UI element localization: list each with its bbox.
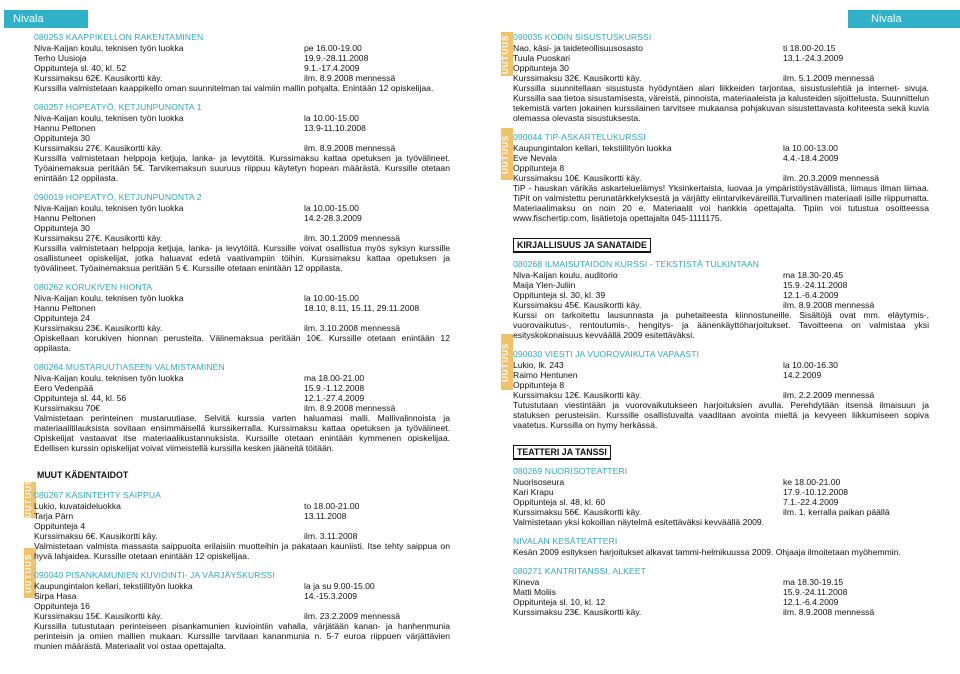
course-info-left: Kurssimaksu 23€. Kausikortti käy. xyxy=(34,323,163,333)
course-description: Valmistetaan perinteinen mustaruutiase. Selvitä kurssia varten haluamasi malli. Mallivalinnoista ja materiaalitilauksista sovitaan ensimmäisellä kurssikerralla. Kurssimaksu kattaa opetuksen ja työvälineet. Opiskelijat vastaavat itse materiaalikustannuksista. Kurssille otetaan enintään kymmenen opiskelijaa. Edellisen kurssin opiskelijat voivat viimeistellä kurssilla kesken jääneitä töitään. xyxy=(34,413,450,453)
course-info-row xyxy=(513,143,929,153)
course-description: Kurssilla valmistetaan helppoja ketjuja, lanka- ja levytöitä. Kurssille voivat osallistua myös syksyn kurssille osallistuneet opiskelijat, jotka haluavat edetä vaativampiin töihin. Kurssimaksu kattaa opetuksen ja työvälineet. Työainemaksua peritään 5 €. Kurssille otetaan enintään 12 oppilasta. xyxy=(34,243,450,273)
course-title: 080264 MUSTARUUTIASEEN VALMISTAMINEN xyxy=(34,362,225,372)
course-info-left: Kaupungintalon kellari, tekstiilityön luokka xyxy=(513,143,672,153)
course-info-right xyxy=(304,133,450,143)
course-info-right xyxy=(304,601,450,611)
course-info-row xyxy=(34,203,450,213)
course-info-right: ilm. 8.9.2008 mennessä xyxy=(783,607,875,617)
course-title: 080269 NUORISOTEATTERI xyxy=(513,466,628,476)
course-info-row xyxy=(34,53,450,63)
course-info-right: 15.9.-24.11.2008 xyxy=(783,280,848,290)
new-badge: UUTUUS xyxy=(24,548,36,598)
course-info-row xyxy=(513,497,929,507)
course-info-left: Kurssimaksu 23€. Kausikortti käy. xyxy=(513,607,642,617)
course-entry xyxy=(513,32,929,123)
course-description: Valmistetaan yksi kokoillan näytelmä esitettäväksi kevväällä 2009. xyxy=(513,517,765,527)
course-title: 090044 TIP-ASKARTELUKURSSI xyxy=(513,132,646,142)
course-info-right: 12.1.-27.4.2009 xyxy=(304,393,365,403)
course-info-row xyxy=(513,597,929,607)
course-info-right: ilm. 3.10.2008 mennessä xyxy=(304,323,401,333)
course-info-row xyxy=(34,323,450,333)
course-info-row xyxy=(513,360,929,370)
course-info-left: Tuula Puoskari xyxy=(513,53,571,63)
course-info-row xyxy=(34,373,450,383)
course-entry xyxy=(34,570,450,651)
course-description: TiP - hauskan värikäs askarteluelämys! Yksinkertaista, luovaa ja ympäristöystävällistä, liimaus ilman liimaa. TiPit on valmistettu perunatärkkelyksestä ja värjätty elintarvikeväreillä.Turvallinen materiaali isille riippumatta. Materiaalimaksu on noin 20 e. Materiaalit voi hankkia opettajalta. Tipiin voi tutustua osoitteessa www.fischertip.com, lisätietoja opettajalta 045-1111175. xyxy=(513,183,929,223)
course-entry xyxy=(34,490,450,561)
course-info-right: ke 18.00-21.00 xyxy=(783,477,841,487)
course-info-row xyxy=(34,591,450,601)
course-info-row xyxy=(513,163,929,173)
course-description: Tutustutaan viestintään ja vuorovaikutukseen harjoituksien avulla. Perehdytään itsensä ilmaisuun ja statuksen perusteisiin. Kurssille osallistuvalta vaaditaan avointa mieltä ja kevyeen liikkumiseen sopiva vaatetus. Kurssilla on hymy herkässä. xyxy=(513,400,929,430)
course-title: 080267 KÄSINTEHTY SAIPPUA xyxy=(34,490,162,500)
course-info-left: Niva-Kaijan koulu, auditorio xyxy=(513,270,618,280)
course-entry xyxy=(34,282,450,353)
course-info-row xyxy=(513,63,929,73)
course-info-left: Kurssimaksu 12€. Kausikortti käy. xyxy=(513,390,642,400)
course-description: Kurssilla tutustutaan perinteiseen pisankamunien kuviointiin vahalla, värjätään kanan- ja hanhenmunia perinteisin ja omien mallien mukaan. Kurssille tarvitaan kananmunia n. 5-7 euroa riippuen värjättävien munien määrästä. Materiaalit voi ostaa opettajalta. xyxy=(34,621,450,651)
section-tab-right: Nivala xyxy=(848,10,960,28)
course-info-row xyxy=(34,143,450,153)
course-info-left: Kurssimaksu 27€. Kausikortti käy. xyxy=(34,143,163,153)
course-info-right: la 10.00-15.00 xyxy=(304,203,359,213)
course-info-right: 15.9.-24.11.2008 xyxy=(783,587,848,597)
course-info-row xyxy=(513,380,929,390)
course-info-right xyxy=(783,163,929,173)
course-info-right xyxy=(304,313,450,323)
course-info-right: 4.4.-18.4.2009 xyxy=(783,153,839,163)
course-info-left: Kaupungintalon kellari, tekstiilityön luokka xyxy=(34,581,193,591)
course-info-right: 13.1.-24.3.2009 xyxy=(783,53,844,63)
course-info-row xyxy=(513,300,929,310)
course-info-row xyxy=(34,233,450,243)
course-info-left: Raimo Hentunen xyxy=(513,370,578,380)
new-badge: UUTUUS xyxy=(501,32,513,76)
course-info-right: ilm. 8.9.2008 mennessä xyxy=(304,73,396,83)
course-info-right: 14.-15.3.2009 xyxy=(304,591,358,601)
course-title: 080257 HOPEATYÖ, KETJUNPUNONTA 1 xyxy=(34,102,202,112)
course-info-left: Oppitunteja sl. 44, kl. 56 xyxy=(34,393,127,403)
course-info-row xyxy=(513,390,929,400)
course-description: Kurssilla valmistetaan helppoja ketjuja, lanka- ja levytöitä. Kurssimaksu kattaa opetuksen ja työvälineet. Työainemaksua peritään 5€. Tarvikemaksun suuruus riippuu käytetyn hopean määrästä. Kurssille otetaan enintään 12 oppilasta. xyxy=(34,153,450,183)
course-info-left: Lukio, kuvataideluokka xyxy=(34,501,121,511)
course-info-left: Oppitunteja sl. 48, kl. 60 xyxy=(513,497,606,507)
course-info-row xyxy=(513,370,929,380)
section-heading: MUUT KÄDENTAIDOT xyxy=(37,470,129,480)
course-info-row xyxy=(34,403,450,413)
course-info-right: ilm. 23.2.2009 mennessä xyxy=(304,611,401,621)
course-info-left: Kari Krapu xyxy=(513,487,554,497)
course-info-row xyxy=(34,293,450,303)
course-info-row xyxy=(34,113,450,123)
course-info-right: ilm. 8.9.2008 mennessä xyxy=(783,300,875,310)
course-info-left: Oppitunteja 8 xyxy=(513,380,565,390)
course-title: 090030 VIESTI JA VUOROVAIKUTA VAPAASTI xyxy=(513,349,700,359)
course-info-row xyxy=(34,511,450,521)
course-info-left: Tarja Pärn xyxy=(34,511,74,521)
course-info-left: Oppitunteja 24 xyxy=(34,313,90,323)
course-description: Opiskellaan korukiven hionnan perusteita. Välinemaksua peritään 10€. Kurssille otetaan enintään 12 oppilasta. xyxy=(34,333,450,353)
course-info-left: Niva-Kaijan koulu, teknisen työn luokka xyxy=(34,113,184,123)
course-info-row xyxy=(513,290,929,300)
course-info-row xyxy=(513,173,929,183)
right-column xyxy=(513,32,929,626)
course-title: 080253 KAAPPIKELLON RAKENTAMINEN xyxy=(34,32,204,42)
course-info-left: Terho Uusioja xyxy=(34,53,87,63)
course-info-left: Kurssimaksu 56€. Kausikortti käy. xyxy=(513,507,642,517)
course-info-right: 7.1.-22.4.2009 xyxy=(783,497,839,507)
course-info-row xyxy=(34,123,450,133)
course-info-row xyxy=(513,607,929,617)
course-info-left: Hannu Peltonen xyxy=(34,123,96,133)
course-info-row xyxy=(34,383,450,393)
course-info-right xyxy=(304,521,450,531)
course-info-right: 15.9.-1.12.2008 xyxy=(304,383,365,393)
course-info-right: 14.2.2009 xyxy=(783,370,822,380)
course-entry xyxy=(34,192,450,273)
course-info-right xyxy=(304,223,450,233)
course-entry xyxy=(513,132,929,223)
course-info-row xyxy=(34,63,450,73)
course-title: 080268 ILMAISUTAIDON KURSSI - TEKSTISTÄ TULKINTAAN xyxy=(513,259,760,269)
course-info-left: Kurssimaksu 6€. Kausikortti käy. xyxy=(34,531,158,541)
course-info-left: Kurssimaksu 15€. Kausikortti käy. xyxy=(34,611,163,621)
course-info-left: Nuorisoseura xyxy=(513,477,565,487)
course-info-right: to 18.00-21.00 xyxy=(304,501,360,511)
course-info-row xyxy=(34,521,450,531)
course-info-right: la 10.00-16.30 xyxy=(783,360,838,370)
course-info-right: ilm. 5.1.2009 mennessä xyxy=(783,73,875,83)
course-info-row xyxy=(513,270,929,280)
course-info-left: Kurssimaksu 10€. Kausikortti käy. xyxy=(513,173,642,183)
course-info-row xyxy=(34,611,450,621)
course-entry xyxy=(513,566,929,617)
course-info-left: Sirpa Hasa xyxy=(34,591,77,601)
course-info-left: Oppitunteja 30 xyxy=(34,133,90,143)
course-info-left: Eve Nevala xyxy=(513,153,557,163)
course-info-right: ilm. 3.11.2008 xyxy=(304,531,358,541)
course-info-right: 9.1.-17.4.2009 xyxy=(304,63,360,73)
course-info-right: 17.9.-10.12.2008 xyxy=(783,487,848,497)
course-info-row xyxy=(34,73,450,83)
course-info-right: 19.9.-28.11.2008 xyxy=(304,53,369,63)
course-info-left: Hannu Peltonen xyxy=(34,303,96,313)
course-info-row xyxy=(513,73,929,83)
course-title: 090040 PISANKAMUNIEN KUVIOINTI- JA VÄRJÄYSKURSSI xyxy=(34,570,275,580)
course-info-row xyxy=(34,501,450,511)
course-info-row xyxy=(513,587,929,597)
course-entry xyxy=(513,259,929,340)
course-info-right: ilm. 2.2.2009 mennessä xyxy=(783,390,875,400)
course-info-left: Maija Ylen-Juliin xyxy=(513,280,576,290)
course-info-left: Kurssimaksu 62€. Kausikortti käy. xyxy=(34,73,163,83)
course-info-left: Lukio, lk. 243 xyxy=(513,360,564,370)
course-info-left: Niva-Kaijan koulu, teknisen työn luokka xyxy=(34,203,184,213)
course-title: 080271 KANTRITANSSI, ALKEET xyxy=(513,566,646,576)
section-heading: TEATTERI JA TANSSI xyxy=(513,445,611,460)
course-info-row xyxy=(513,280,929,290)
course-info-row xyxy=(513,153,929,163)
new-badge: UUTUUS xyxy=(501,128,513,180)
course-description: Kurssilla suunnitellaan sisustusta hyödyntäen alan liikkeiden tarjontaa, sisustuslehtiä ja internet- sivuja. Kurssilla saa tietoa sisustamisesta, väreistä, pinnoista, materiaaleista ja kalusteiden sijoittelusta. Suunnittelun tekemistä varten jokainen kurssilainen tarvitsee mukaansa pohjakuvan sisustettavasta kohteesta sekä kuvia olemassa olevasta sisustuksesta. xyxy=(513,83,929,123)
course-info-row xyxy=(513,477,929,487)
course-info-right: ma 18.30-19.15 xyxy=(783,577,844,587)
course-info-row xyxy=(34,303,450,313)
course-info-row xyxy=(513,43,929,53)
course-title: 080262 KORUKIVEN HIONTA xyxy=(34,282,153,292)
course-info-left: Kineva xyxy=(513,577,540,587)
course-entry xyxy=(513,466,929,527)
course-title: NIVALAN KESÄTEATTERI xyxy=(513,536,618,546)
course-info-left: Eero Vedenpää xyxy=(34,383,94,393)
course-info-row xyxy=(513,577,929,587)
course-title: 090035 KODIN SISUSTUSKURSSI xyxy=(513,32,652,42)
course-info-right: 13.11.2008 xyxy=(304,511,347,521)
course-info-right xyxy=(783,63,929,73)
course-info-left: Kurssimaksu 45€. Kausikortti käy. xyxy=(513,300,642,310)
course-description: Kurssilla valmistetaan kaappikello oman suunnitelman tai valmiin mallin pohjalta. Enintään 12 opiskelijaa. xyxy=(34,83,434,93)
course-entry xyxy=(513,349,929,430)
course-info-left: Oppitunteja 4 xyxy=(34,521,86,531)
section-heading: KIRJALLISUUS JA SANATAIDE xyxy=(513,238,651,253)
course-info-right: la ja su 9.00-15.00 xyxy=(304,581,375,591)
course-info-right: ma 18.00-21.00 xyxy=(304,373,365,383)
course-title: 090019 HOPEATYÖ, KETJUNPUNONTA 2 xyxy=(34,192,202,202)
course-entry xyxy=(34,362,450,453)
new-badge: UUTUUS xyxy=(501,334,513,390)
course-info-right: la 10.00-15.00 xyxy=(304,293,359,303)
course-info-row xyxy=(34,213,450,223)
course-info-right: 14.2-28.3.2009 xyxy=(304,213,362,223)
course-info-left: Niva-Kaijan koulu, teknisen työn luokka xyxy=(34,43,184,53)
course-info-right: 12.1.-6.4.2009 xyxy=(783,597,839,607)
course-info-left: Kurssimaksu 70€ xyxy=(34,403,100,413)
course-info-right: 18.10, 8.11, 15.11, 29.11.2008 xyxy=(304,303,420,313)
course-info-row xyxy=(34,581,450,591)
course-info-left: Oppitunteja sl. 40, kl. 52 xyxy=(34,63,127,73)
course-info-left: Matti Moliis xyxy=(513,587,556,597)
course-info-left: Nao, käsi- ja taideteollisuusosasto xyxy=(513,43,643,53)
course-entry xyxy=(34,102,450,183)
course-info-right: ilm. 8.9.2008 mennessä xyxy=(304,143,396,153)
course-info-row xyxy=(34,223,450,233)
course-info-row xyxy=(34,531,450,541)
course-entry xyxy=(513,536,929,557)
course-info-right: ma 18.30-20.45 xyxy=(783,270,844,280)
course-info-left: Hannu Peltonen xyxy=(34,213,96,223)
course-info-right: 13.9-11.10.2008 xyxy=(304,123,366,133)
course-info-row xyxy=(513,487,929,497)
course-description: Kesän 2009 esityksen harjoitukset alkavat tammi-helmikuussa 2009. Ohjaaja ilmoitetaan myöhemmin. xyxy=(513,547,901,557)
course-info-right: la 10.00-13.00 xyxy=(783,143,838,153)
course-info-right: ilm. 1. kerralla paikan päällä xyxy=(783,507,890,517)
course-info-left: Niva-Kaijan koulu, teknisen työn luokka xyxy=(34,373,184,383)
course-info-right: pe 16.00-19.00 xyxy=(304,43,362,53)
course-info-row xyxy=(513,507,929,517)
course-description: Valmistetaan valmista massasta saippuoita erilaisiin muotteihin ja pakataan kauniisti. Itse tehty saippua on hyvä lahjaidea. Kurssille otetaan enintään 12 opiskelijaa. xyxy=(34,541,450,561)
course-info-left: Niva-Kaijan koulu, teknisen työn luokka xyxy=(34,293,184,303)
course-info-right xyxy=(783,380,929,390)
course-info-right: ilm. 20.3.2009 mennessä xyxy=(783,173,880,183)
course-info-left: Oppitunteja 8 xyxy=(513,163,565,173)
course-info-left: Kurssimaksu 32€. Kausikortti käy. xyxy=(513,73,642,83)
section-tab-left: Nivala xyxy=(4,10,88,28)
course-info-left: Kurssimaksu 27€. Kausikortti käy. xyxy=(34,233,163,243)
course-entry xyxy=(34,32,450,93)
course-info-right: ti 18.00-20.15 xyxy=(783,43,836,53)
left-column xyxy=(34,32,450,660)
course-info-right: ilm. 8.9.2008 mennessä xyxy=(304,403,396,413)
course-info-left: Oppitunteja sl. 30, kl. 39 xyxy=(513,290,606,300)
course-info-left: Oppitunteja 30 xyxy=(513,63,569,73)
new-badge: UUTUUS xyxy=(24,482,36,518)
course-info-row xyxy=(34,133,450,143)
course-description: Kurssi on tarkoitettu lausunnasta ja puhetaiteesta kiinnostuneille. Sisältöjä ovat mm. eläytymis-, vuorovaikutus-, rentoutumis-, hengitys- ja äänenkäyttöharjoitukset. Tavoitteena on valmistaa yksi esityskokonaisuus kevväällä 2009 esitettäväksi. xyxy=(513,310,929,340)
course-info-right: la 10.00-15.00 xyxy=(304,113,359,123)
course-info-left: Oppitunteja sl. 10, kl. 12 xyxy=(513,597,606,607)
course-info-row xyxy=(34,601,450,611)
course-info-row xyxy=(34,393,450,403)
course-info-row xyxy=(34,43,450,53)
course-info-row xyxy=(34,313,450,323)
course-info-left: Oppitunteja 16 xyxy=(34,601,90,611)
course-info-right: ilm. 30.1.2009 mennessä xyxy=(304,233,401,243)
course-info-right: 12.1.-6.4.2009 xyxy=(783,290,839,300)
course-info-row xyxy=(513,53,929,63)
course-info-left: Oppitunteja 30 xyxy=(34,223,90,233)
